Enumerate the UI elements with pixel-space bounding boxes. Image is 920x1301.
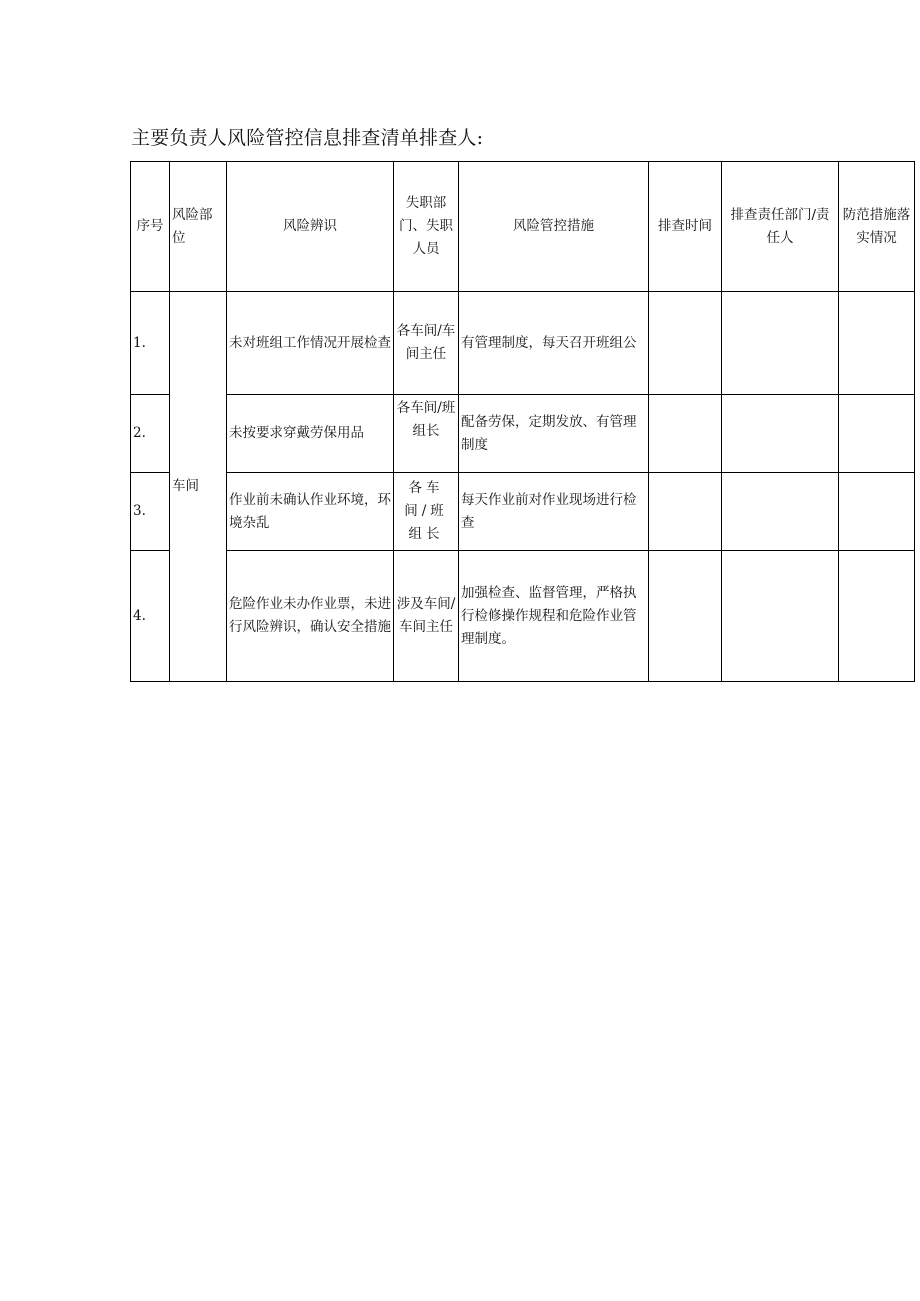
document-title: 主要负责人风险管控信息排查清单排查人: — [131, 127, 484, 149]
row-serial-no: 3. — [131, 473, 170, 551]
row-responsible-dept: 涉及车间/车间主任 — [394, 551, 459, 682]
row-responsible-dept: 各车间/车间主任 — [394, 292, 459, 395]
row-responsible-dept: 各车间/班组长 — [394, 473, 459, 551]
row-implementation-status — [839, 395, 915, 473]
header-implementation-status: 防范措施落实情况 — [839, 162, 915, 292]
row-inspection-time — [649, 551, 722, 682]
row-inspection-responsible — [722, 395, 839, 473]
row-risk-location: 车间 — [170, 292, 227, 682]
row-risk-identification: 未按要求穿戴劳保用品 — [227, 395, 394, 473]
row-implementation-status — [839, 473, 915, 551]
row-implementation-status — [839, 292, 915, 395]
row-inspection-time — [649, 395, 722, 473]
row-responsible-dept: 各车间/班组长 — [394, 395, 459, 473]
header-risk-identification: 风险辨识 — [227, 162, 394, 292]
row-inspection-responsible — [722, 551, 839, 682]
row-risk-identification: 作业前未确认作业环境，环境杂乱 — [227, 473, 394, 551]
row-inspection-responsible — [722, 473, 839, 551]
table-row — [131, 473, 915, 551]
row-inspection-time — [649, 292, 722, 395]
row-serial-no: 1. — [131, 292, 170, 395]
row-risk-identification: 未对班组工作情况开展检查 — [227, 292, 394, 395]
risk-control-table — [130, 161, 915, 682]
row-control-measure: 加强检查、监督管理，严格执行检修操作规程和危险作业管理制度。 — [459, 551, 649, 682]
table-header-row — [131, 162, 915, 292]
header-inspection-responsible: 排查责任部门/责任人 — [722, 162, 839, 292]
row-inspection-time — [649, 473, 722, 551]
header-risk-location: 风险部位 — [170, 162, 227, 292]
row-inspection-responsible — [722, 292, 839, 395]
row-control-measure: 有管理制度，每天召开班组公 — [459, 292, 649, 395]
header-responsible-dept-person: 失职部门、失职人员 — [394, 162, 459, 292]
row-control-measure: 每天作业前对作业现场进行检查 — [459, 473, 649, 551]
table-row — [131, 292, 915, 395]
row-serial-no: 2. — [131, 395, 170, 473]
row-serial-no: 4. — [131, 551, 170, 682]
row-implementation-status — [839, 551, 915, 682]
table-row — [131, 395, 915, 473]
row-control-measure: 配备劳保，定期发放、有管理制度 — [459, 395, 649, 473]
header-control-measures: 风险管控措施 — [459, 162, 649, 292]
table-row — [131, 551, 915, 682]
row-risk-identification: 危险作业未办作业票，未进行风险辨识，确认安全措施 — [227, 551, 394, 682]
header-serial-no: 序号 — [131, 162, 170, 292]
header-inspection-time: 排查时间 — [649, 162, 722, 292]
